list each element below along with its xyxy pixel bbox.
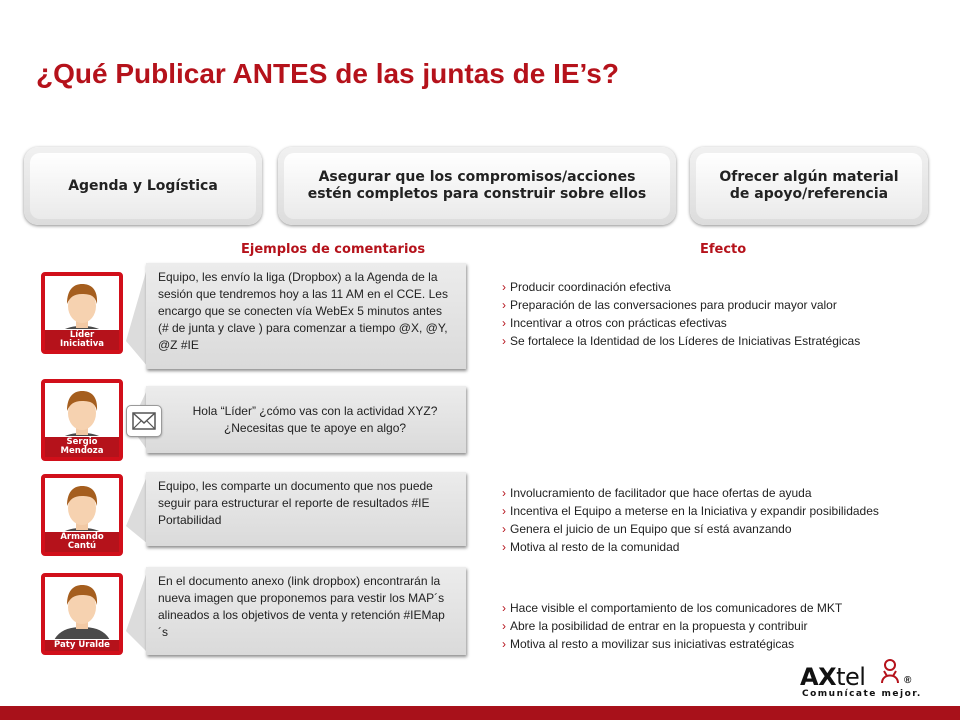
- logo-tagline: Comunícate mejor.: [802, 689, 922, 699]
- pillar-support-material: [690, 147, 928, 225]
- avatar-name: Armando Cantú: [45, 531, 119, 552]
- avatar-name: Líder Iniciativa: [45, 329, 119, 350]
- effect-heading: Efecto: [700, 242, 747, 257]
- comment-text-line: Hola “Líder” ¿cómo vas con la actividad XYZ?: [192, 403, 438, 418]
- avatar-name: Sergio Mendoza: [45, 436, 119, 457]
- pillar-commitments: [278, 147, 676, 225]
- list-item: › Genera el juicio de un Equipo que sí está avanzando: [502, 522, 792, 536]
- comment-text-line: ¿Necesitas que te apoye en algo?: [223, 420, 407, 435]
- comment-bubble-document: Equipo, les comparte un documento que nos puede seguir para estructurar el reporte de resultados #IE Portabilidad: [146, 472, 466, 546]
- list-item: › Involucramiento de facilitador que hace ofertas de ayuda: [502, 486, 812, 500]
- list-item: › Incentivar a otros con prácticas efectivas: [502, 316, 727, 330]
- examples-heading: Ejemplos de comentarios: [241, 242, 426, 257]
- avatar-paty-uralde: [41, 573, 123, 655]
- avatar-sergio-mendoza: [41, 379, 123, 461]
- list-item: › Motiva al resto de la comunidad: [502, 540, 680, 554]
- list-item: › Producir coordinación efectiva: [502, 280, 671, 294]
- avatar-lider-iniciativa: [41, 272, 123, 354]
- comment-bubble-followup: [146, 386, 466, 453]
- list-item: › Abre la posibilidad de entrar en la propuesta y contribuir: [502, 619, 808, 633]
- avatar-armando-cantu: [41, 474, 123, 556]
- pillar-agenda: [24, 147, 262, 225]
- list-item: › Hace visible el comportamiento de los comunicadores de MKT: [502, 601, 843, 615]
- envelope-icon: [126, 405, 162, 437]
- pillar-commitments-label: Asegurar que los compromisos/acciones estén completos para construir sobre ellos: [284, 153, 670, 219]
- bubble-tail: [122, 472, 148, 546]
- logo-wordmark: AXtel: [800, 663, 866, 691]
- list-item: › Preparación de las conversaciones para producir mayor valor: [502, 298, 837, 312]
- list-item: › Incentiva el Equipo a meterse en la Iniciativa y expandir posibilidades: [502, 504, 879, 518]
- axtel-mascot-icon: [878, 657, 918, 687]
- bubble-tail: [122, 567, 148, 655]
- axtel-logo: [800, 657, 920, 701]
- list-item: › Se fortalece la Identidad de los Líderes de Iniciativas Estratégicas: [502, 334, 861, 348]
- effects-list-commitments: [502, 484, 879, 556]
- registered-mark: ®: [904, 675, 912, 686]
- pillar-support-material-label: Ofrecer algún material de apoyo/referencia: [696, 153, 922, 219]
- effects-list-agenda: [502, 278, 860, 350]
- pillar-agenda-label: Agenda y Logística: [30, 153, 256, 219]
- list-item: › Motiva al resto a movilizar sus iniciativas estratégicas: [502, 637, 795, 651]
- bubble-tail: [122, 263, 148, 369]
- comment-bubble-image: En el documento anexo (link dropbox) encontrarán la nueva imagen que proponemos para vestir los MAP´s alineados a los objetivos de venta y retención #IEMap´s: [146, 567, 466, 655]
- slide-title: ¿Qué Publicar ANTES de las juntas de IE’s?: [36, 58, 619, 89]
- footer-bar: [0, 706, 960, 720]
- comment-bubble-agenda: Equipo, les envío la liga (Dropbox) a la Agenda de la sesión que tendremos hoy a las 11 AM en el CCE. Les encargo que se conecten vía WebEx 5 minutos antes (# de junta y clave ) para comenzar a tiempo @X, @Y, @Z #IE: [146, 263, 466, 369]
- avatar-name: Paty Uralde: [45, 639, 119, 651]
- effects-list-material: [502, 599, 842, 653]
